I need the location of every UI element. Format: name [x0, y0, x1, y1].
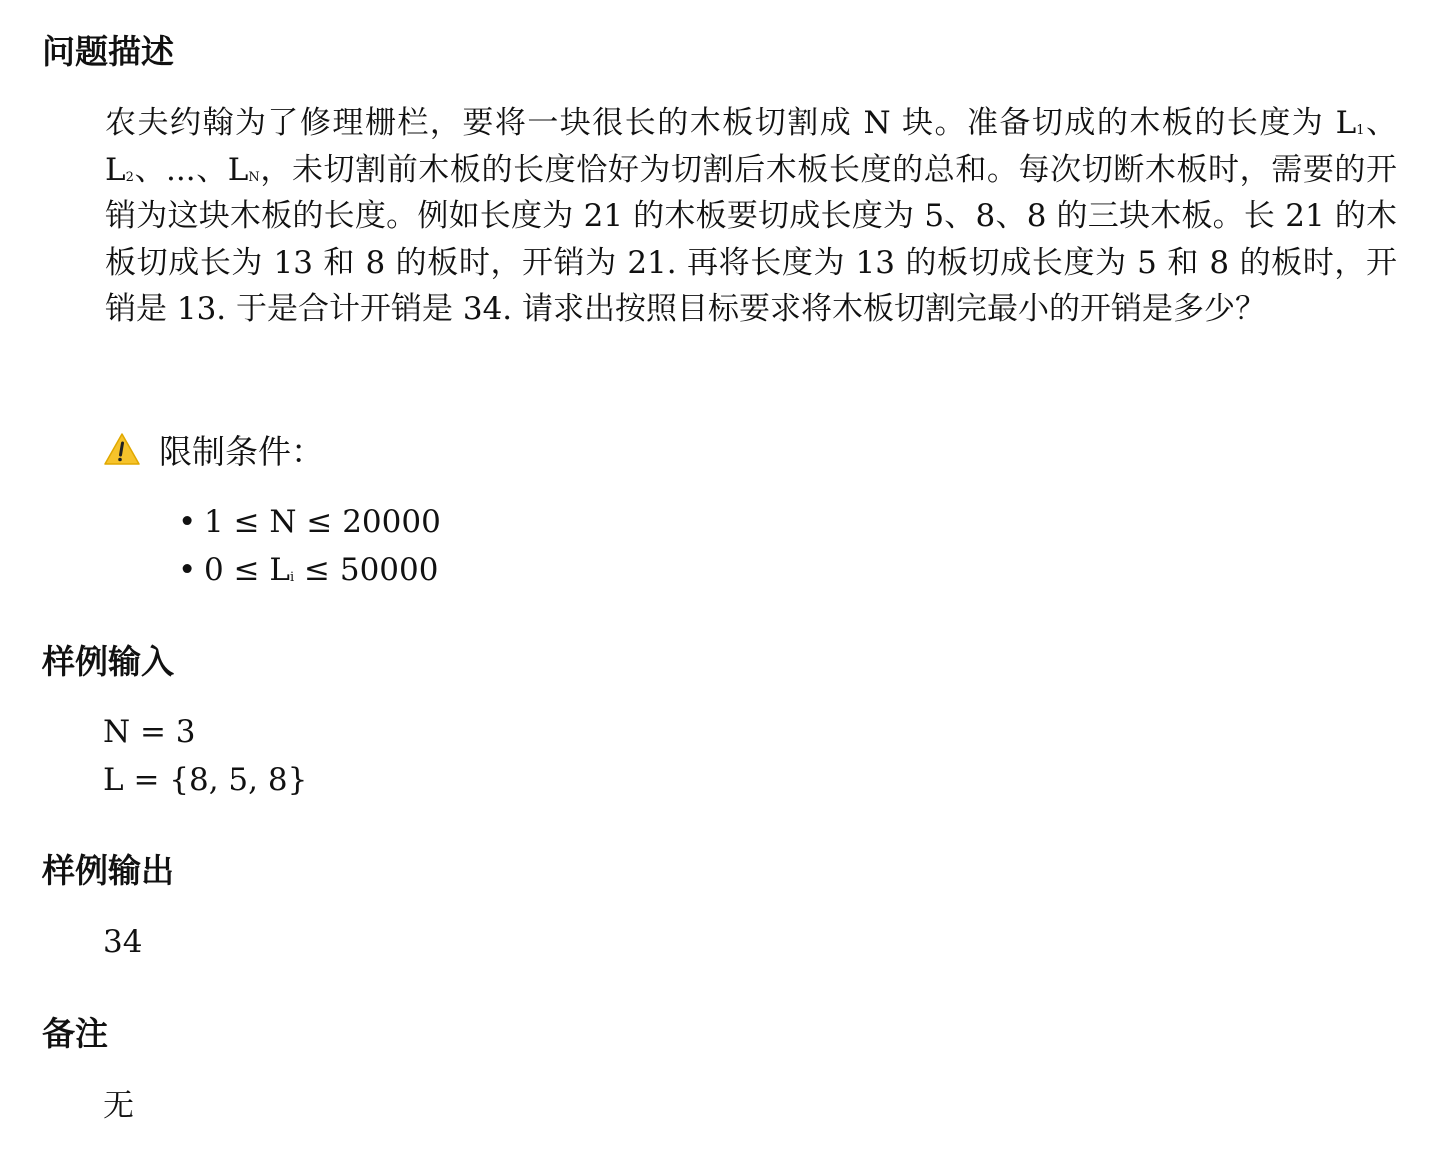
desc-text-4: ，未切割前木板的长度恰好为切割后木板长度的总和。每次切断木板时，需要的开销为这块木板的长度。例如长度为 21 的木板要切成长度为 5、8、8 的三块木板。长 21 的木板切成长为 13 和 8 的板时，开销为 21. 再将长度为 13 的板切成长度为 5 和 8 的板时，开销是 13. 于是合计开销是 34. 请求出按照目标要求将木板切割完最小的开销是多少？ [105, 151, 1397, 327]
constraint-sub: i [290, 570, 295, 585]
constraints-label: 限制条件： [159, 431, 324, 471]
constraints-list [178, 498, 441, 594]
constraint-item [178, 546, 441, 594]
section-title-sample-input: 样例输入 [42, 642, 174, 681]
desc-sub-1: 1 [1356, 123, 1365, 138]
section-title-problem: 问题描述 [42, 32, 174, 71]
warning-icon [103, 432, 141, 466]
desc-sub-2: 2 [125, 169, 134, 185]
sample-output-line: 34 [103, 924, 143, 960]
bullet: • [178, 504, 197, 540]
section-title-sample-output: 样例输出 [42, 851, 174, 890]
desc-text-3: 、...、L [133, 151, 249, 188]
sample-input-line: L = {8, 5, 8} [103, 762, 308, 798]
desc-text-1: 农夫约翰为了修理栅栏，要将一块很长的木板切割成 N 块。准备切成的木板的长度为 L [105, 105, 1357, 141]
constraint-text-before: 0 ≤ L [204, 552, 290, 588]
constraint-text: 1 ≤ N ≤ 20000 [204, 504, 441, 540]
desc-sub-n: N [248, 169, 260, 185]
bullet: • [178, 552, 197, 588]
constraint-item [178, 498, 441, 546]
constraints-header [103, 426, 324, 472]
desc-text-2: 、L [105, 105, 1398, 188]
sample-input-line: N = 3 [103, 714, 196, 750]
problem-description [105, 100, 1397, 333]
constraint-text-after: ≤ 50000 [294, 552, 439, 588]
section-title-notes: 备注 [42, 1014, 108, 1053]
notes-text: 无 [103, 1088, 134, 1124]
